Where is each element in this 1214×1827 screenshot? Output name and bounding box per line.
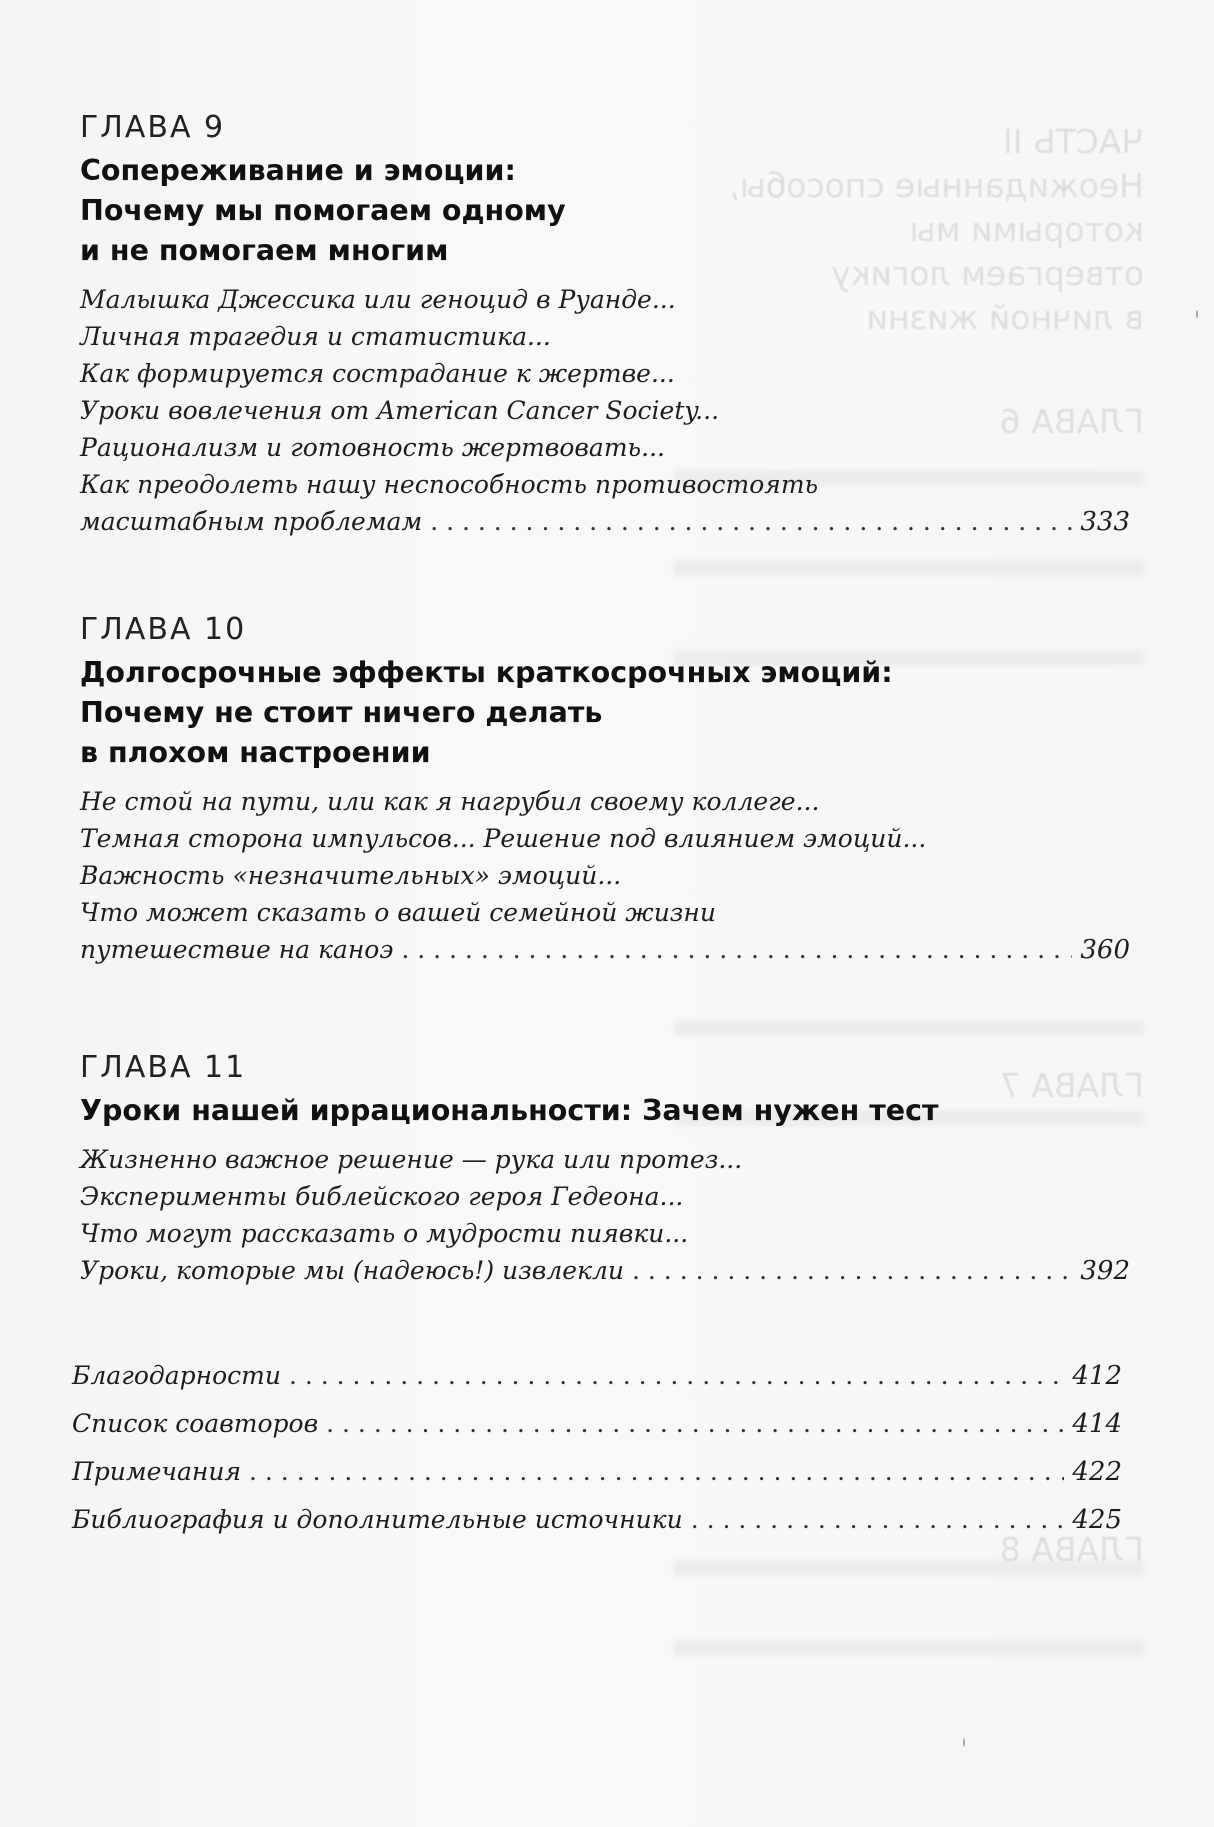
topic-line: Рационализм и готовность жертвовать... bbox=[80, 433, 665, 462]
topic-line: Малышка Джессика или геноцид в Руанде... bbox=[80, 285, 676, 314]
toc-entry[interactable] bbox=[80, 503, 1130, 541]
page-number: 333 bbox=[1080, 507, 1130, 537]
chapter-label: ГЛАВА 9 bbox=[80, 110, 226, 145]
chapter-11 bbox=[80, 1050, 1140, 1290]
chapter-title-line: и не помогаем многим bbox=[80, 234, 449, 267]
chapter-title-line: Сопереживание и эмоции: bbox=[80, 154, 516, 187]
chapter-topics bbox=[80, 1141, 1140, 1290]
toc-entry-notes[interactable] bbox=[72, 1448, 1122, 1496]
dot-leader bbox=[401, 931, 1072, 968]
toc-entry-title: Библиография и дополнительные источники bbox=[72, 1505, 683, 1534]
page-number: 422 bbox=[1072, 1457, 1122, 1487]
chapter-10 bbox=[80, 612, 1140, 969]
page-number: 414 bbox=[1072, 1409, 1122, 1439]
toc-entry[interactable] bbox=[80, 1252, 1130, 1290]
dot-leader bbox=[430, 503, 1072, 540]
dot-leader bbox=[326, 1400, 1064, 1447]
topic-line: Эксперименты библейского героя Гедеона... bbox=[80, 1182, 684, 1211]
chapter-title bbox=[80, 151, 1140, 271]
page-number: 412 bbox=[1072, 1361, 1122, 1391]
chapter-title bbox=[80, 1091, 1140, 1131]
dot-leader bbox=[289, 1352, 1064, 1399]
chapter-topics bbox=[80, 783, 1140, 969]
bleed-through-text: ЧАСТЬ II Неожиданные способы, которыми мы отвергаем логику в личной жизни ГЛАВА 6 ГЛАВА 7 ГЛАВА 8 bbox=[729, 122, 1144, 1569]
toc-entry-title: Примечания bbox=[72, 1457, 242, 1486]
page-number: 425 bbox=[1072, 1505, 1122, 1535]
toc-entry-acknowledgements[interactable] bbox=[72, 1352, 1122, 1400]
chapter-title-line: Почему не стоит ничего делать bbox=[80, 696, 603, 729]
chapter-label: ГЛАВА 10 bbox=[80, 612, 247, 647]
back-matter-list bbox=[72, 1352, 1132, 1544]
toc-entry-title: Благодарности bbox=[72, 1361, 281, 1390]
page-number: 360 bbox=[1080, 935, 1130, 965]
chapter-title bbox=[80, 653, 1140, 773]
print-speck bbox=[1196, 310, 1198, 318]
chapter-title-line: Почему мы помогаем одному bbox=[80, 194, 566, 227]
topic-line: Уроки, которые мы (надеюсь!) извлекли bbox=[80, 1256, 625, 1285]
bleed-through-shade bbox=[674, 1640, 1144, 1656]
topic-line: масштабным проблемам bbox=[80, 507, 423, 536]
topic-line: Как формируется сострадание к жертве... bbox=[80, 359, 675, 388]
page-number: 392 bbox=[1080, 1256, 1130, 1286]
topic-line: Что может сказать о вашей семейной жизни bbox=[80, 898, 716, 927]
topic-line: Как преодолеть нашу неспособность противостоять bbox=[80, 470, 819, 499]
toc-entry[interactable] bbox=[80, 931, 1130, 969]
topic-line: Темная сторона импульсов... Решение под влиянием эмоций... bbox=[80, 824, 927, 853]
bleed-through-shade bbox=[674, 560, 1144, 576]
dot-leader bbox=[632, 1252, 1072, 1289]
chapter-9 bbox=[80, 110, 1140, 541]
topic-line: Уроки вовлечения от American Cancer Society... bbox=[80, 396, 720, 425]
dot-leader bbox=[249, 1448, 1064, 1495]
bleed-through-shade bbox=[674, 1020, 1144, 1036]
chapter-title-line: Долгосрочные эффекты краткосрочных эмоций: bbox=[80, 656, 893, 689]
chapter-title-line: в плохом настроении bbox=[80, 736, 431, 769]
chapter-topics bbox=[80, 281, 1140, 541]
topic-line: Что могут рассказать о мудрости пиявки... bbox=[80, 1219, 689, 1248]
bleed-through-shade bbox=[674, 1560, 1144, 1576]
dot-leader bbox=[691, 1496, 1065, 1543]
print-speck bbox=[963, 1738, 965, 1747]
toc-entry-title: Список соавторов bbox=[72, 1409, 319, 1438]
chapter-label: ГЛАВА 11 bbox=[80, 1050, 247, 1085]
topic-line: Жизненно важное решение — рука или протез... bbox=[80, 1145, 743, 1174]
toc-entry-coauthors[interactable] bbox=[72, 1400, 1122, 1448]
topic-line: Важность «незначительных» эмоций... bbox=[80, 861, 622, 890]
toc-entry-bibliography[interactable] bbox=[72, 1496, 1122, 1544]
topic-line: Не стой на пути, или как я нагрубил своему коллеге... bbox=[80, 787, 820, 816]
chapter-title-line: Уроки нашей иррациональности: Зачем нужен тест bbox=[80, 1094, 939, 1127]
topic-line: Личная трагедия и статистика... bbox=[80, 322, 551, 351]
topic-line: путешествие на каноэ bbox=[80, 935, 394, 964]
